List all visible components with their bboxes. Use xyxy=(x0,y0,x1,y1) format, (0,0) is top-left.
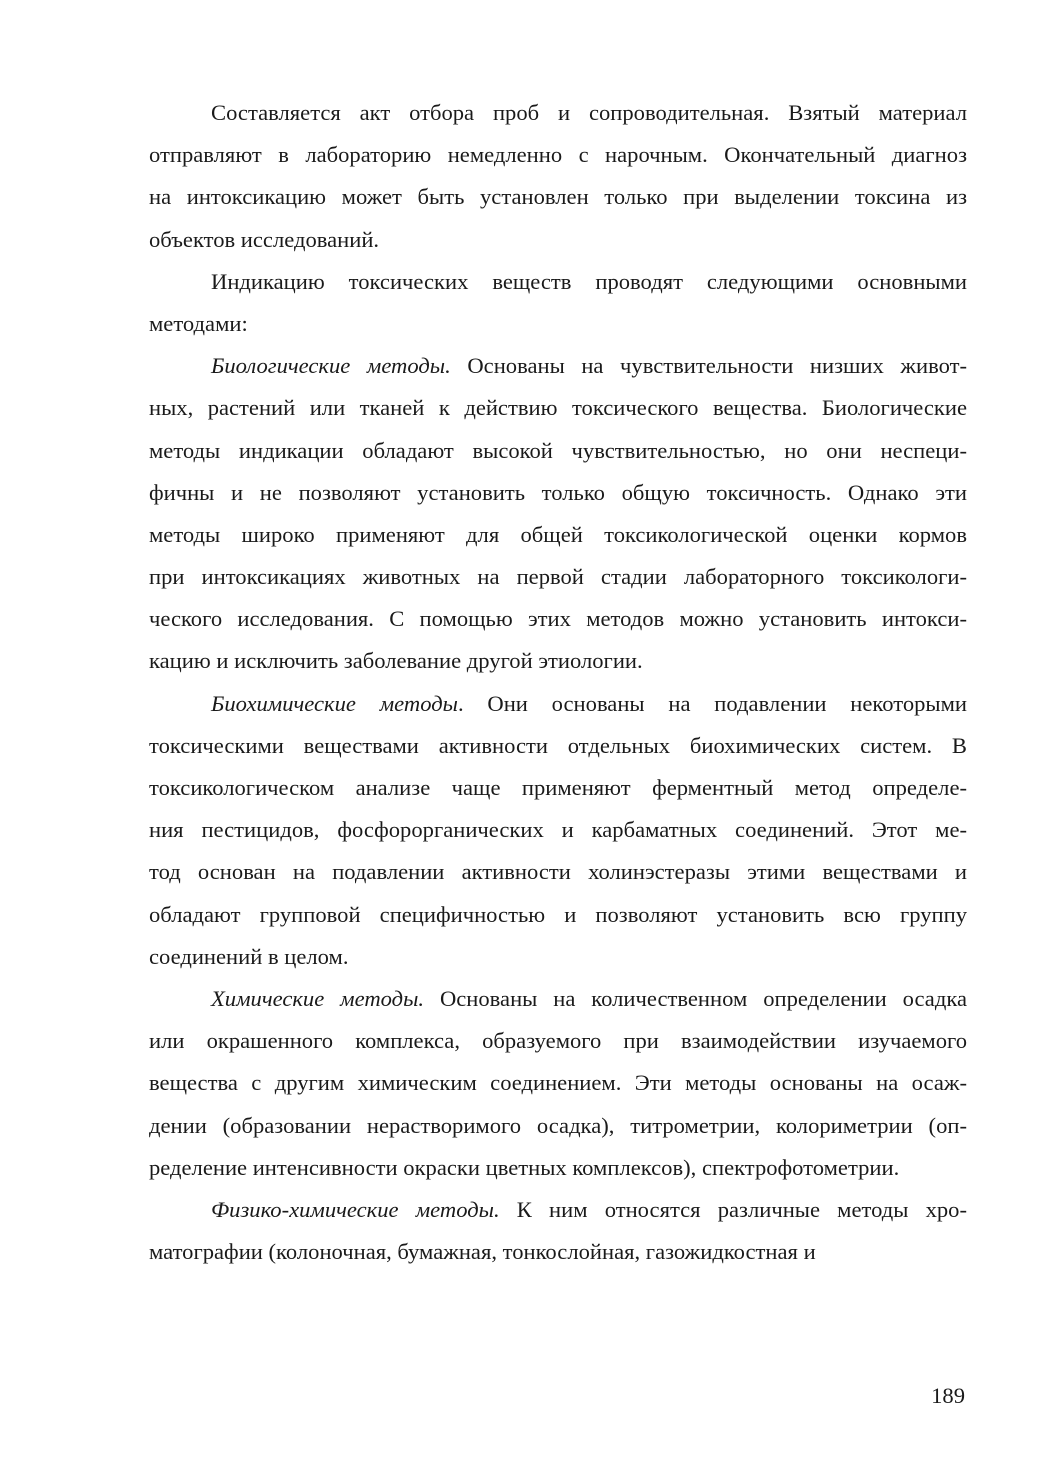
text-line: методами: xyxy=(149,310,248,336)
paragraph-chemical-methods xyxy=(149,978,967,1189)
section-lead-biochemical: Биохимические методы xyxy=(211,690,458,716)
text-line: матографии (колоночная, бумажная, тонкослойная, газожидкостная и xyxy=(149,1239,816,1265)
text-line: или окрашенного комплекса, образуемого при взаимодействии изучаемого xyxy=(149,1028,967,1054)
text-line: дении (образовании нерастворимого осадка), титрометрии, колориметрии (оп- xyxy=(149,1112,967,1138)
text-line: методы широко применяют для общей токсикологической оценки кормов xyxy=(149,521,967,547)
text-line: ределение интенсивности окраски цветных комплексов), спектрофотометрии. xyxy=(149,1154,900,1180)
text-line: при интоксикациях животных на первой стадии лабораторного токсикологи- xyxy=(149,564,967,590)
section-lead-physicochemical: Физико-химические методы. xyxy=(211,1196,500,1222)
document-page xyxy=(149,92,967,1273)
section-lead-chemical: Химические методы. xyxy=(211,985,425,1011)
text-run: . Они основаны на подавлении некоторыми xyxy=(457,690,967,716)
text-line: токсикологическом анализе чаще применяют ферментный метод определе- xyxy=(149,775,967,800)
text-line: вещества с другим химическим соединением. Эти методы основаны на осаж- xyxy=(149,1070,967,1096)
text-line: Составляется акт отбора проб и сопроводительная. Взятый материал xyxy=(211,100,967,125)
paragraph-biochemical-methods xyxy=(149,683,967,978)
text-line xyxy=(149,978,967,1020)
text-line: Индикацию токсических веществ проводят следующими основными xyxy=(211,268,967,294)
text-line: объектов исследований. xyxy=(149,226,380,252)
text-line: кацию и исключить заболевание другой этиологии. xyxy=(149,648,643,674)
text-run: Основаны на чувствительности низших живот- xyxy=(450,353,967,379)
paragraph-physicochemical-methods xyxy=(149,1189,967,1273)
text-line: на интоксикацию может быть установлен только при выделении токсина из xyxy=(149,184,967,210)
text-line: ния пестицидов, фосфорорганических и карбаматных соединений. Этот ме- xyxy=(149,817,967,843)
paragraph-biological-methods xyxy=(149,345,967,683)
text-line: соединений в целом. xyxy=(149,943,349,969)
text-line: методы индикации обладают высокой чувствительностью, но они неспеци- xyxy=(149,437,967,463)
text-line: фичны и не позволяют установить только общую токсичность. Однако эти xyxy=(149,479,967,505)
text-line: ческого исследования. С помощью этих методов можно установить интокси- xyxy=(149,606,967,632)
section-lead-biological: Биологические методы. xyxy=(211,353,451,379)
text-line xyxy=(149,683,967,725)
page-number: 189 xyxy=(931,1383,965,1408)
text-line: обладают групповой специфичностью и позволяют установить всю группу xyxy=(149,901,967,927)
text-line: токсическими веществами активности отдельных биохимических систем. В xyxy=(149,732,967,758)
text-run: К ним относятся различные методы хро- xyxy=(499,1196,967,1222)
text-line: отправляют в лабораторию немедленно с нарочным. Окончательный диагноз xyxy=(149,142,967,168)
text-run: Основаны на количественном определении осадка xyxy=(424,985,967,1011)
text-line xyxy=(149,1189,967,1231)
text-line xyxy=(149,345,967,387)
paragraph-indication-intro xyxy=(149,261,967,345)
text-line: ных, растений или тканей к действию токсического вещества. Биологические xyxy=(149,395,967,421)
text-line: тод основан на подавлении активности холинэстеразы этими веществами и xyxy=(149,859,967,885)
paragraph-sampling xyxy=(149,92,967,261)
